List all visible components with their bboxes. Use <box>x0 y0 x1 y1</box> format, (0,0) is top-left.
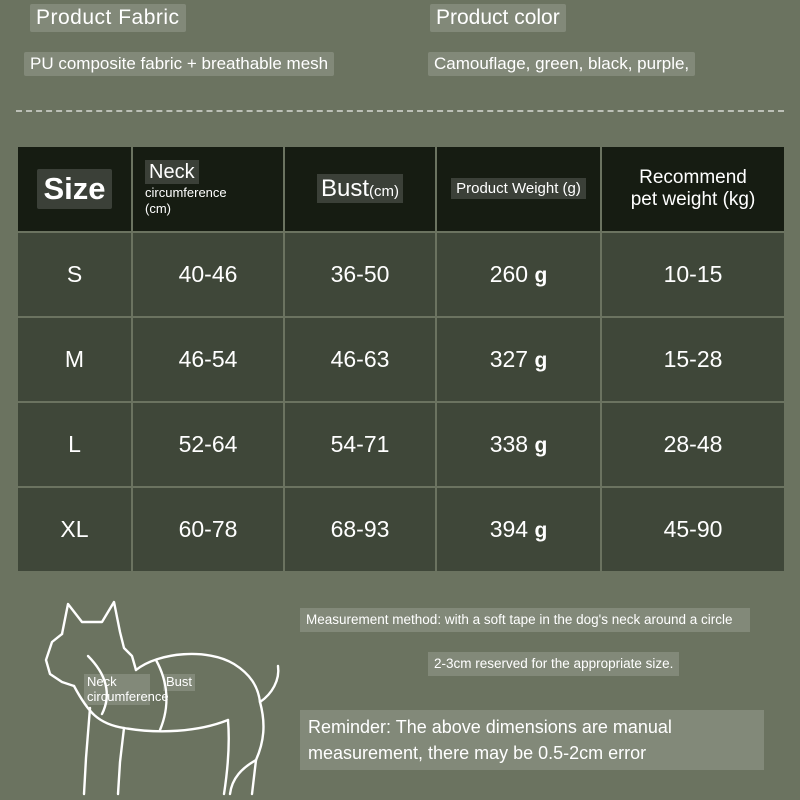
cell-neck: 52-64 <box>132 402 284 487</box>
cell-product-weight <box>436 487 601 572</box>
cell-bust: 54-71 <box>284 402 436 487</box>
table-row <box>17 402 785 487</box>
header-bust <box>284 146 436 232</box>
header-bust-text: Bust <box>320 175 370 202</box>
header-pet-weight-line1: Recommend <box>639 167 747 189</box>
header-size <box>17 146 132 232</box>
header-bust-unit-text: (cm) <box>369 183 400 200</box>
header-product-weight-text: Product Weight (g) <box>451 178 586 199</box>
table-row <box>17 232 785 317</box>
cell-size: M <box>17 317 132 402</box>
cell-pet-weight: 10-15 <box>601 232 785 317</box>
header-pet-weight <box>601 146 785 232</box>
header-neck <box>132 146 284 232</box>
cell-product-weight-value: 338 <box>489 431 529 457</box>
product-fabric-label-text: Product Fabric <box>30 4 186 32</box>
cell-size: L <box>17 402 132 487</box>
header-size-text: Size <box>37 169 111 209</box>
product-info-section <box>0 0 800 100</box>
header-bust-group <box>317 174 403 203</box>
size-chart-table <box>16 145 786 573</box>
cell-product-weight-value: 394 <box>489 516 529 542</box>
diagram-neck-label: Neck circumference <box>84 674 150 705</box>
cell-product-weight-unit: g <box>534 519 548 542</box>
header-neck-text: Neck <box>145 160 199 184</box>
diagram-bust-label: Bust <box>163 674 195 691</box>
cell-neck: 46-54 <box>132 317 284 402</box>
cell-product-weight-unit: g <box>534 264 548 287</box>
header-neck-unit-text: (cm) <box>145 200 171 216</box>
cell-neck: 60-78 <box>132 487 284 572</box>
product-fabric-value-text: PU composite fabric + breathable mesh <box>24 52 334 76</box>
measurement-method-note: Measurement method: with a soft tape in the dog's neck around a circle <box>300 608 750 632</box>
cell-bust: 68-93 <box>284 487 436 572</box>
product-color-label <box>430 4 566 32</box>
table-row <box>17 317 785 402</box>
product-fabric-label <box>30 4 186 32</box>
table-row <box>17 487 785 572</box>
cell-product-weight <box>436 402 601 487</box>
cell-pet-weight: 45-90 <box>601 487 785 572</box>
cell-neck: 40-46 <box>132 232 284 317</box>
cell-size: S <box>17 232 132 317</box>
cell-bust: 46-63 <box>284 317 436 402</box>
cell-size: XL <box>17 487 132 572</box>
measurement-guide-section <box>0 570 800 800</box>
header-product-weight <box>436 146 601 232</box>
cell-pet-weight: 15-28 <box>601 317 785 402</box>
cell-product-weight-value: 260 <box>489 261 529 287</box>
cell-pet-weight: 28-48 <box>601 402 785 487</box>
table-header-row <box>17 146 785 232</box>
size-reserve-note: 2-3cm reserved for the appropriate size. <box>428 652 679 676</box>
cell-bust: 36-50 <box>284 232 436 317</box>
header-neck-sub-text: circumference <box>145 184 227 200</box>
product-color-label-text: Product color <box>430 4 566 32</box>
product-color-value-text: Camouflage, green, black, purple, <box>428 52 695 76</box>
cell-product-weight-value: 327 <box>489 346 529 372</box>
cell-product-weight <box>436 232 601 317</box>
cell-product-weight-unit: g <box>534 434 548 457</box>
cell-product-weight-unit: g <box>534 349 548 372</box>
section-divider <box>16 110 784 112</box>
header-pet-weight-line2: pet weight (kg) <box>630 189 756 210</box>
reminder-note: Reminder: The above dimensions are manual measurement, there may be 0.5-2cm error <box>300 710 764 770</box>
size-chart-table-wrap <box>16 145 784 573</box>
product-fabric-value <box>24 52 334 76</box>
cell-product-weight <box>436 317 601 402</box>
product-color-value <box>428 52 695 76</box>
